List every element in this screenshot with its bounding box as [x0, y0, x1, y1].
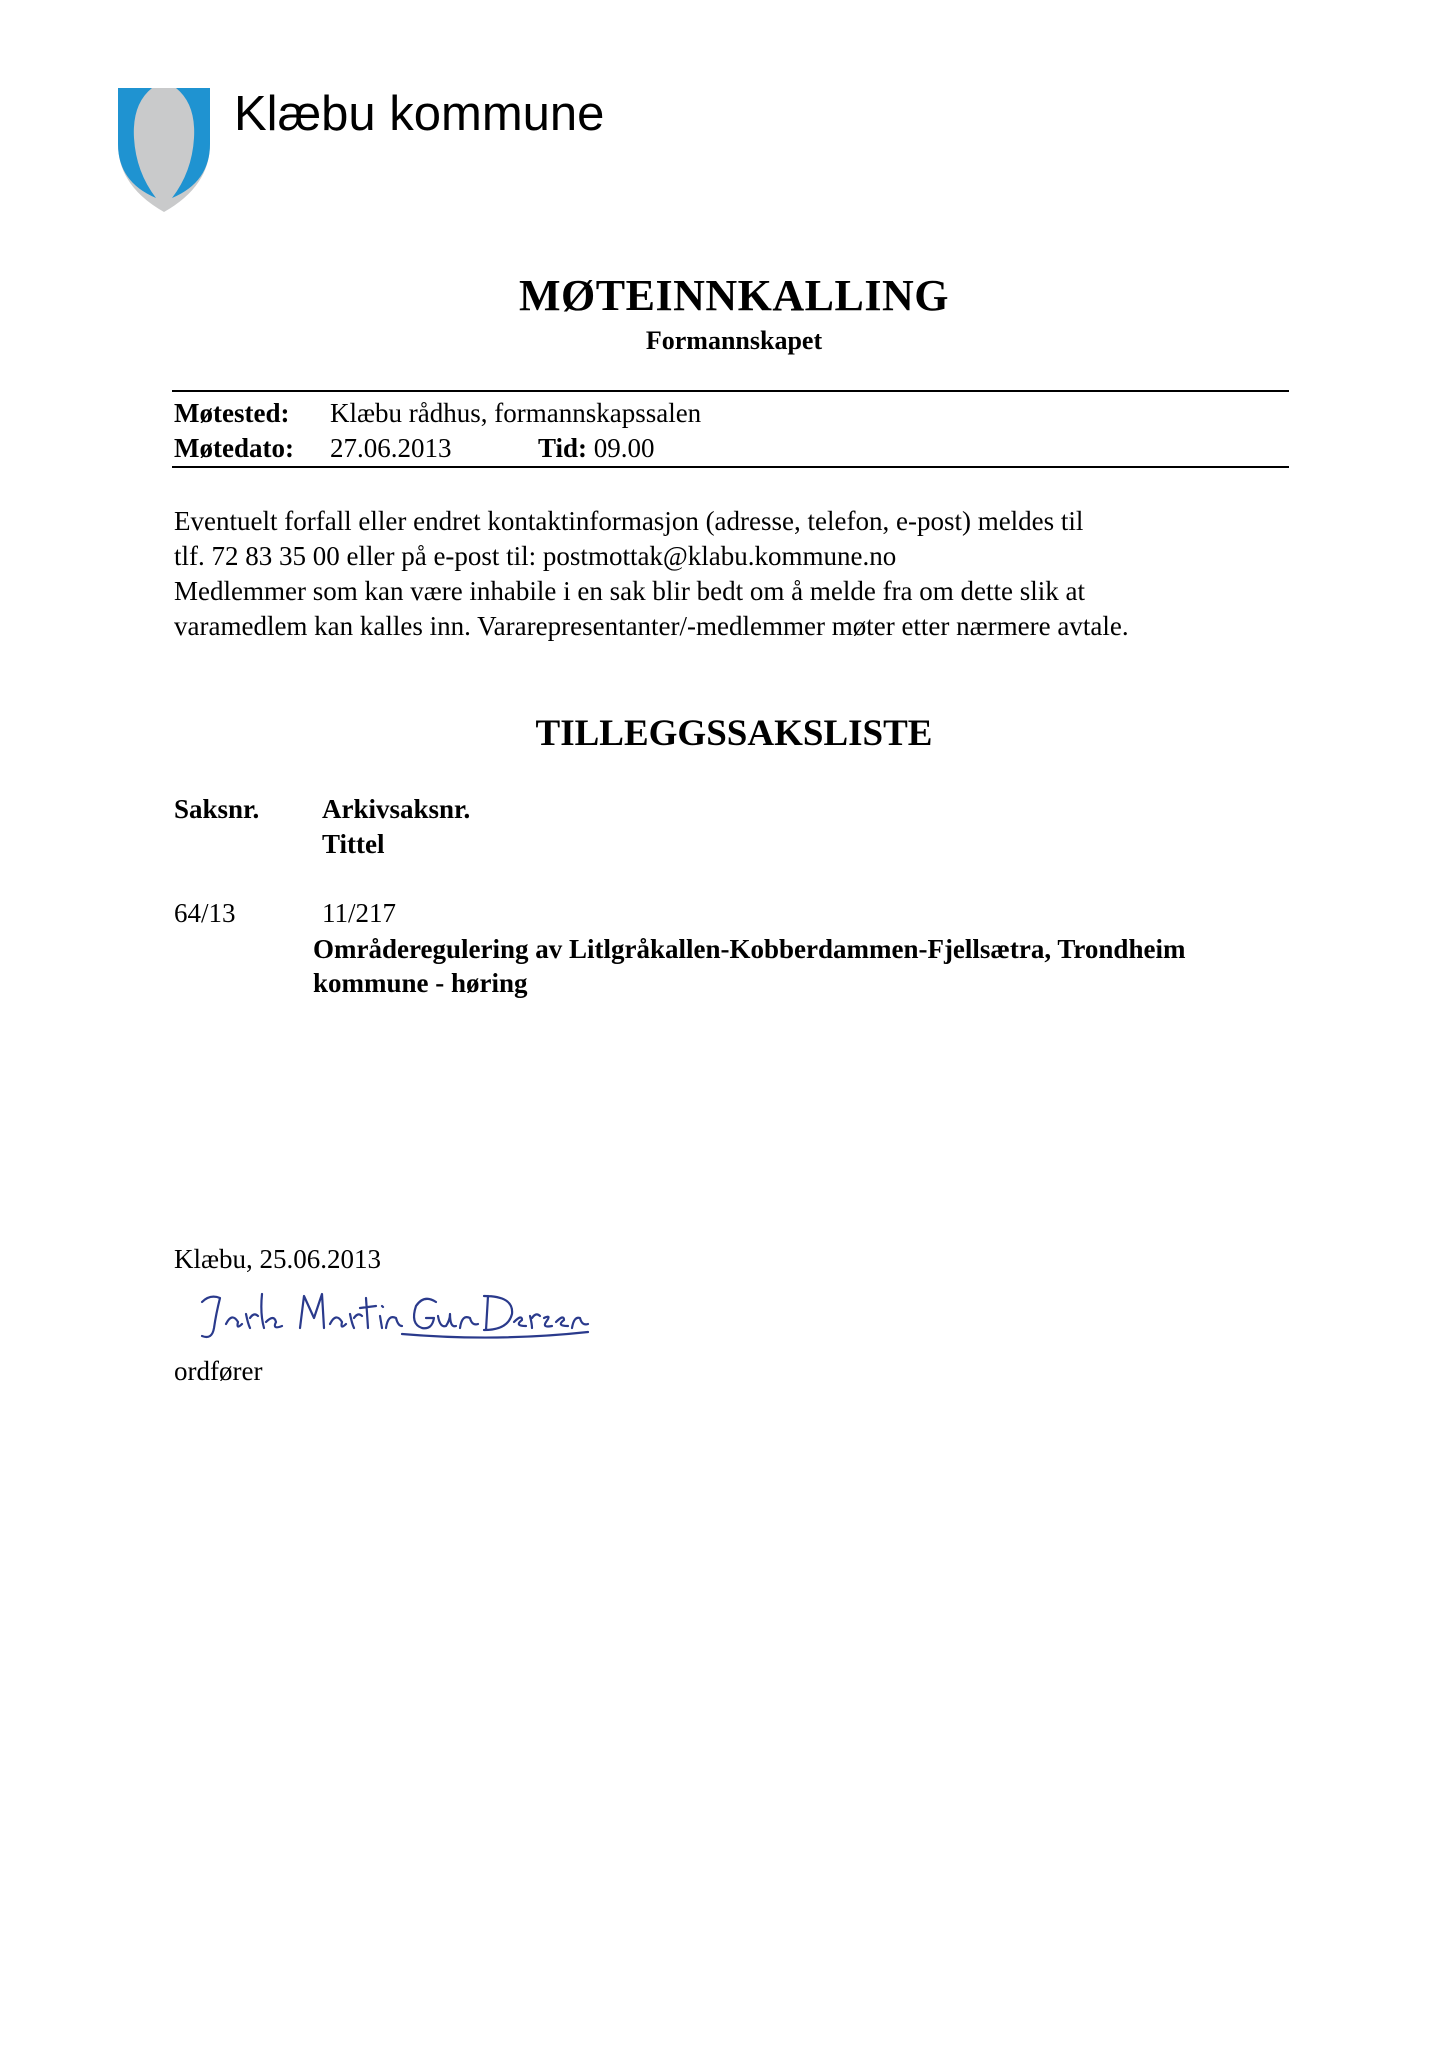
notice-line: tlf. 72 83 35 00 eller på e-post til: postmottak@klabu.kommune.no — [174, 541, 897, 571]
meeting-time-value: 09.00 — [593, 433, 655, 463]
header-saksnr: Saksnr. — [174, 794, 260, 824]
klaebu-coat-of-arms-icon — [112, 86, 216, 214]
divider-top — [172, 390, 1289, 392]
header-arkivsaksnr: Arkivsaksnr. — [322, 794, 471, 824]
notice-line: Medlemmer som kan være inhabile i en sak blir bedt om å melde fra om dette slik at — [174, 576, 1085, 606]
meeting-date-value: 27.06.2013 — [330, 433, 452, 463]
case-title — [313, 932, 1313, 1000]
organization-name: Klæbu kommune — [234, 87, 605, 141]
document-title: MØTEINNKALLING — [519, 271, 949, 320]
case-arkivsaksnr: 11/217 — [322, 898, 396, 928]
notice-line: varamedlem kan kalles inn. Vararepresentanter/-medlemmer møter etter nærmere avtale. — [174, 611, 1129, 641]
meeting-date-label: Møtedato: — [174, 433, 294, 463]
header-tittel: Tittel — [322, 829, 385, 859]
place-and-date: Klæbu, 25.06.2013 — [174, 1244, 382, 1274]
meeting-time — [538, 433, 655, 464]
notice-line: Eventuelt forfall eller endret kontaktinformasjon (adresse, telefon, e-post) meldes til — [174, 506, 1084, 536]
case-list-title: TILLEGGSSAKSLISTE — [535, 713, 933, 754]
case-saksnr: 64/13 — [174, 898, 236, 928]
signatory-role: ordfører — [174, 1356, 263, 1386]
handwritten-signature — [196, 1284, 592, 1346]
meeting-place-label: Møtested: — [174, 398, 290, 428]
case-title-line: Områderegulering av Litlgråkallen-Kobberdammen-Fjellsætra, Trondheim — [313, 934, 1186, 964]
meeting-time-label: Tid: — [538, 433, 588, 463]
case-title-line: kommune - høring — [313, 968, 528, 998]
meeting-place-value: Klæbu rådhus, formannskapssalen — [330, 398, 702, 428]
divider-bottom — [172, 466, 1289, 468]
notice-paragraph — [174, 504, 1314, 644]
document-subtitle: Formannskapet — [645, 326, 823, 355]
